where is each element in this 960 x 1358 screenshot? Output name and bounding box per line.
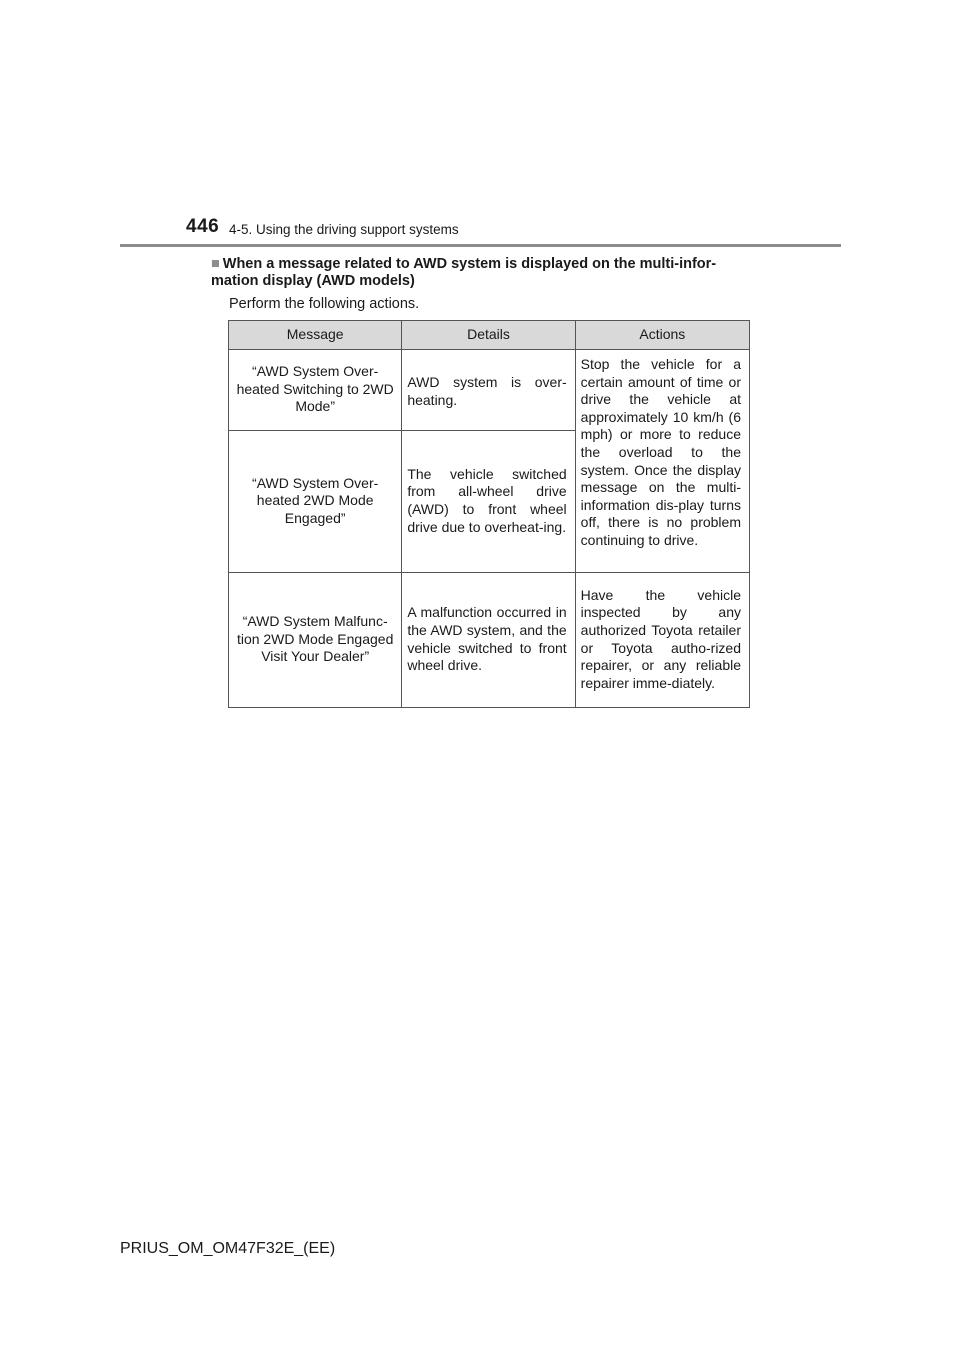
page-number: 446 bbox=[186, 216, 220, 237]
table-row bbox=[229, 573, 750, 708]
header-divider bbox=[120, 244, 841, 247]
details-cell: AWD system is over-heating. bbox=[402, 350, 575, 431]
details-cell: A malfunction occurred in the AWD system, and the vehicle switched to front wheel drive. bbox=[402, 573, 575, 708]
actions-cell: Stop the vehicle for a certain amount of time or drive the vehicle at approximately 10 km/h (6 mph) or more to reduce the overload to the system. Once the display message on the multi-information dis-play turns off, there is no problem continuing to drive. bbox=[575, 350, 749, 573]
intro-text: Perform the following actions. bbox=[229, 296, 420, 312]
actions-cell: Have the vehicle inspected by any authorized Toyota retailer or Toyota autho-rized repairer, or any reliable repairer imme-diately. bbox=[575, 573, 749, 708]
section-title: 4-5. Using the driving support systems bbox=[229, 222, 459, 237]
message-cell: “AWD System Over-heated 2WD Mode Engaged” bbox=[229, 431, 402, 573]
table-header-row bbox=[229, 321, 750, 350]
table-row bbox=[229, 350, 750, 431]
awd-message-table bbox=[228, 320, 750, 708]
column-header-details: Details bbox=[402, 321, 575, 350]
message-cell: “AWD System Malfunc-tion 2WD Mode Engaged Visit Your Dealer” bbox=[229, 573, 402, 708]
subsection-heading bbox=[211, 256, 756, 290]
subsection-heading-text: When a message related to AWD system is displayed on the multi-infor-mation display (AWD models) bbox=[211, 256, 717, 289]
details-cell: The vehicle switched from all-wheel drive (AWD) to front wheel drive due to overheat-ing. bbox=[402, 431, 575, 573]
column-header-actions: Actions bbox=[575, 321, 749, 350]
document-code-footer: PRIUS_OM_OM47F32E_(EE) bbox=[120, 1240, 336, 1257]
column-header-message: Message bbox=[229, 321, 402, 350]
message-cell: “AWD System Over-heated Switching to 2WD Mode” bbox=[229, 350, 402, 431]
square-bullet-icon: ■ bbox=[211, 256, 220, 272]
